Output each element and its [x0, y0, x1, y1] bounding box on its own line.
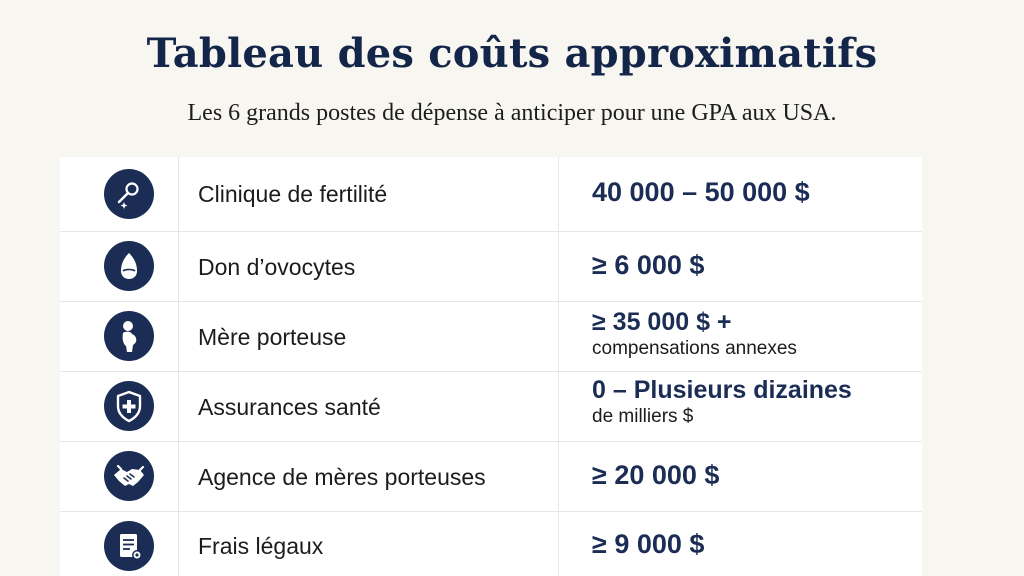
row-label: Assurances santé [198, 394, 381, 420]
column-divider [178, 441, 179, 511]
page-title: Tableau des coûts approximatifs [146, 30, 878, 77]
row-cost: ≥ 6 000 $ [592, 250, 705, 280]
column-divider [558, 301, 559, 371]
cost-table [60, 157, 922, 576]
row-cost: 0 – Plusieurs dizaines [592, 376, 852, 404]
row-label: Mère porteuse [198, 324, 347, 350]
legal-document-icon [104, 521, 154, 571]
table-row [60, 157, 922, 232]
page-subtitle: Les 6 grands postes de dépense à anticiper pour une GPA aux USA. [187, 100, 837, 126]
column-divider [178, 231, 179, 301]
row-cost-note: de milliers $ [592, 406, 694, 427]
handshake-icon [104, 451, 154, 501]
column-divider [178, 511, 179, 576]
column-divider [558, 441, 559, 511]
table-row [60, 441, 922, 512]
column-divider [178, 157, 179, 231]
table-row [60, 371, 922, 442]
row-cost: 40 000 – 50 000 $ [592, 177, 810, 207]
column-divider [558, 371, 559, 441]
column-divider [558, 231, 559, 301]
row-cost: ≥ 20 000 $ [592, 460, 720, 490]
row-cost-block [592, 375, 852, 429]
row-cost-block [592, 307, 797, 361]
table-row [60, 231, 922, 302]
column-divider [558, 157, 559, 231]
column-divider [178, 301, 179, 371]
row-label: Agence de mères porteuses [198, 464, 486, 490]
table-row [60, 301, 922, 372]
fertility-clinic-icon [104, 169, 154, 219]
egg-donation-icon [104, 241, 154, 291]
column-divider [558, 511, 559, 576]
row-label: Don d’ovocytes [198, 254, 356, 280]
column-divider [178, 371, 179, 441]
row-cost: ≥ 9 000 $ [592, 529, 705, 559]
row-label: Clinique de fertilité [198, 181, 388, 207]
row-cost: ≥ 35 000 $ + [592, 308, 732, 336]
row-label: Frais légaux [198, 533, 324, 559]
table-row [60, 511, 922, 576]
health-shield-icon [104, 381, 154, 431]
pregnant-woman-icon [104, 311, 154, 361]
row-cost-note: compensations annexes [592, 338, 797, 359]
